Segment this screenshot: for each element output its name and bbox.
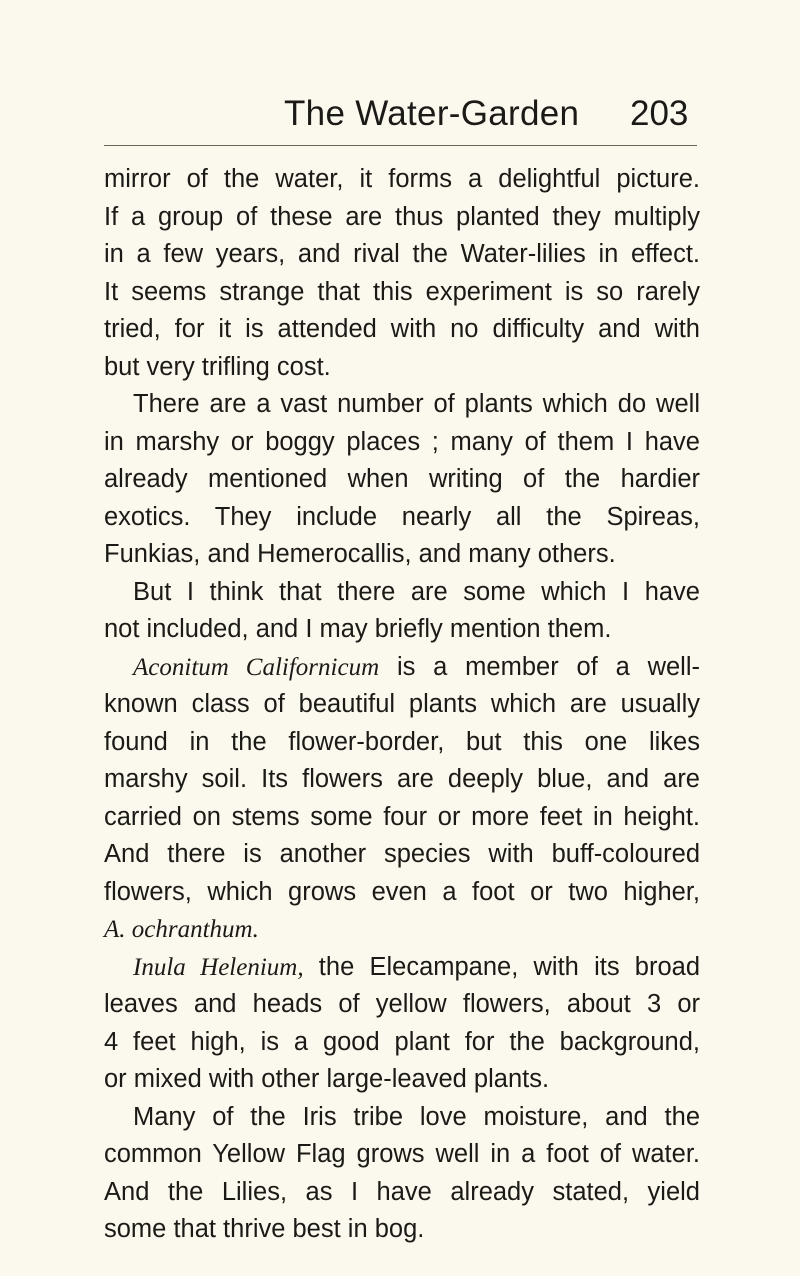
- text-line: flowers, which grows even a foot or two higher,: [104, 877, 700, 906]
- header-rule: [104, 145, 697, 146]
- text-line: Funkias, and Hemerocallis, and many others.: [104, 540, 616, 568]
- text-line: [104, 649, 700, 687]
- text-line: some that thrive best in bog.: [104, 1215, 425, 1243]
- species-name: A. ochranthum.: [104, 916, 259, 943]
- text-line: Many of the Iris tribe love moisture, and the: [133, 1102, 700, 1131]
- text-line: And the Lilies, as I have already stated, yield: [104, 1177, 700, 1206]
- text-line: found in the flower-border, but this one likes: [104, 727, 700, 756]
- text-line: If a group of these are thus planted they multiply: [104, 202, 700, 231]
- text-line: And there is another species with buff-coloured: [104, 840, 700, 868]
- text-line: leaves and heads of yellow flowers, about 3 or: [104, 990, 700, 1018]
- species-name: Inula Helenium,: [133, 953, 304, 981]
- text-line: [104, 911, 700, 949]
- text-line: marshy soil. Its flowers are deeply blue, and are: [104, 765, 700, 793]
- text-run: is a member of a well-: [379, 652, 701, 681]
- text-line: in a few years, and rival the Water-lilies in effect.: [104, 240, 700, 268]
- text-line: mirror of the water, it forms a delightful picture.: [104, 165, 700, 193]
- text-line: 4 feet high, is a good plant for the background,: [104, 1027, 700, 1056]
- text-line: not included, and I may briefly mention them.: [104, 615, 612, 643]
- page-number: 203: [630, 94, 689, 133]
- species-name: Aconitum Californicum: [133, 653, 380, 681]
- text-run: the Elecampane, with its broad: [303, 952, 700, 981]
- text-line: already mentioned when writing of the hardier: [104, 465, 700, 493]
- running-title: The Water-Garden: [284, 94, 580, 133]
- text-line: There are a vast number of plants which do well: [133, 390, 700, 418]
- text-line: But I think that there are some which I have: [133, 577, 700, 606]
- text-line: or mixed with other large-leaved plants.: [104, 1065, 550, 1093]
- text-line: but very trifling cost.: [104, 352, 331, 381]
- text-line: [104, 949, 700, 987]
- text-line: carried on stems some four or more feet in height.: [104, 802, 700, 831]
- text-line: exotics. They include nearly all the Spireas,: [104, 502, 700, 531]
- text-line: known class of beautiful plants which are usually: [104, 690, 700, 718]
- text-line: It seems strange that this experiment is so rarely: [104, 277, 700, 306]
- text-line: common Yellow Flag grows well in a foot of water.: [104, 1140, 700, 1168]
- text-line: tried, for it is attended with no difficulty and with: [104, 315, 700, 343]
- body-text: [104, 161, 700, 1249]
- text-line: in marshy or boggy places ; many of them I have: [104, 427, 700, 456]
- running-head: [0, 92, 800, 142]
